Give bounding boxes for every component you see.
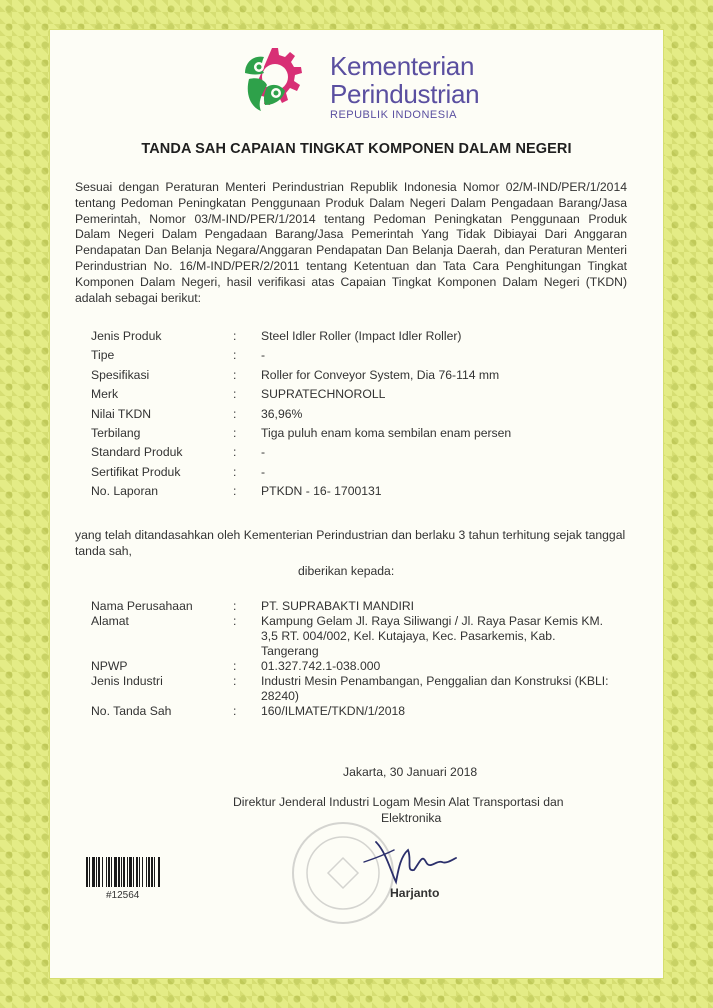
product-label: No. Laporan — [91, 484, 159, 499]
product-row — [91, 348, 611, 367]
product-label: Spesifikasi — [91, 367, 150, 382]
colon-separator: : — [233, 614, 237, 628]
ministry-logo-icon — [237, 45, 307, 115]
product-label: Nilai TKDN — [91, 406, 152, 421]
product-details-table — [91, 329, 611, 504]
director-title-line-1: Direktur Jenderal Industri Logam Mesin Alat Transportasi dan — [233, 795, 564, 809]
colon-separator: : — [233, 659, 237, 673]
company-row — [91, 674, 611, 704]
colon-separator: : — [233, 348, 237, 363]
product-label: Tipe — [91, 348, 115, 363]
brand-line-1: Kementerian — [330, 51, 475, 81]
company-row — [91, 659, 611, 674]
colon-separator: : — [233, 674, 237, 688]
company-label: No. Tanda Sah — [91, 704, 172, 718]
intro-paragraph: Sesuai dengan Peraturan Menteri Perindustrian Republik Indonesia Nomor 02/M-IND/PER/1/2014 tentang Pedoman Peningkatan Penggunaan Produk Dalam Negeri Dalam Pengadaan Barang/Jasa Pemerintah, Nomor 03/M-IND/PER/1/2014 tentang Pedoman Peningkatan Penggunaan Produk Dalam Negeri Dalam Pengadaan Barang/Jasa Pemerintah Yang Tidak Dibiayai Dari Anggaran Pendapatan Dan Belanja Negara/Anggaran Pendapatan Dan Belanja Daerah, dan Peraturan Menteri Perindustrian No. 16/M-IND/PER/2/2011 tentang Ketentuan dan Tata Cara Penghitungan Tingkat Komponen Dalam Negeri, hasil verifikasi atas Capaian Tingkat Komponen Dalam Negeri (TKDN) adalah sebagai berikut: — [75, 180, 627, 305]
product-row — [91, 368, 611, 387]
colon-separator: : — [233, 406, 237, 421]
company-value: PT. SUPRABAKTI MANDIRI — [261, 599, 415, 613]
signature-icon — [356, 832, 466, 892]
colon-separator: : — [233, 484, 237, 499]
product-value: - — [261, 348, 266, 363]
ministry-name — [330, 52, 479, 122]
product-row — [91, 465, 611, 484]
barcode-icon — [86, 857, 191, 887]
company-details-table — [91, 599, 611, 719]
company-row — [91, 614, 611, 659]
product-row — [91, 407, 611, 426]
product-value: Steel Idler Roller (Impact Idler Roller) — [261, 329, 462, 343]
company-value: Industri Mesin Penambangan, Penggalian dan Konstruksi (KBLI: 28240) — [261, 674, 609, 703]
colon-separator: : — [233, 599, 237, 613]
product-label: Sertifikat Produk — [91, 464, 181, 479]
serial-number: #12564 — [106, 890, 140, 901]
document-title: TANDA SAH CAPAIAN TINGKAT KOMPONEN DALAM NEGERI — [141, 141, 572, 157]
company-value: 160/ILMATE/TKDN/1/2018 — [261, 704, 406, 718]
product-label: Standard Produk — [91, 445, 183, 460]
signer-name: Harjanto — [390, 886, 440, 900]
brand-line-3: REPUBLIK INDONESIA — [330, 109, 457, 121]
product-value: - — [261, 464, 266, 479]
product-row — [91, 484, 611, 503]
colon-separator: : — [233, 329, 237, 343]
issue-date: Jakarta, 30 Januari 2018 — [343, 765, 478, 779]
given-to-label: diberikan kepada: — [298, 564, 395, 578]
product-value: SUPRATECHNOROLL — [261, 387, 386, 402]
product-value: - — [261, 445, 266, 460]
product-label: Merk — [91, 387, 119, 402]
company-value: Kampung Gelam Jl. Raya Siliwangi / Jl. Raya Pasar Kemis KM. 3,5 RT. 004/002, Kel. Kutajaya, Kec. Pasarkemis, Kab. Tangerang — [261, 614, 604, 658]
colon-separator: : — [233, 425, 237, 440]
product-label: Terbilang — [91, 425, 141, 440]
company-value: 01.327.742.1-038.000 — [261, 659, 381, 673]
company-label: NPWP — [91, 659, 128, 673]
director-title-line-2: Elektronika — [381, 810, 442, 825]
company-label: Alamat — [91, 614, 129, 628]
company-row — [91, 704, 611, 719]
product-value: 36,96% — [261, 406, 303, 421]
company-label: Nama Perusahaan — [91, 599, 193, 613]
validity-paragraph: yang telah ditandasahkan oleh Kementerian Perindustrian dan berlaku 3 tahun terhitung sejak tanggal tanda sah, — [75, 528, 626, 558]
product-row — [91, 329, 611, 348]
company-label: Jenis Industri — [91, 674, 163, 688]
product-label: Jenis Produk — [91, 329, 162, 343]
product-value: Roller for Conveyor System, Dia 76-114 mm — [261, 367, 500, 382]
product-value: PTKDN - 16- 1700131 — [261, 484, 382, 499]
product-row — [91, 387, 611, 406]
colon-separator: : — [233, 367, 237, 382]
colon-separator: : — [233, 704, 237, 718]
colon-separator: : — [233, 445, 237, 460]
colon-separator: : — [233, 387, 237, 402]
product-row — [91, 445, 611, 464]
colon-separator: : — [233, 464, 237, 479]
company-row — [91, 599, 611, 614]
product-value: Tiga puluh enam koma sembilan enam persen — [261, 425, 512, 440]
brand-line-2: Perindustrian — [330, 79, 480, 109]
product-row — [91, 426, 611, 445]
